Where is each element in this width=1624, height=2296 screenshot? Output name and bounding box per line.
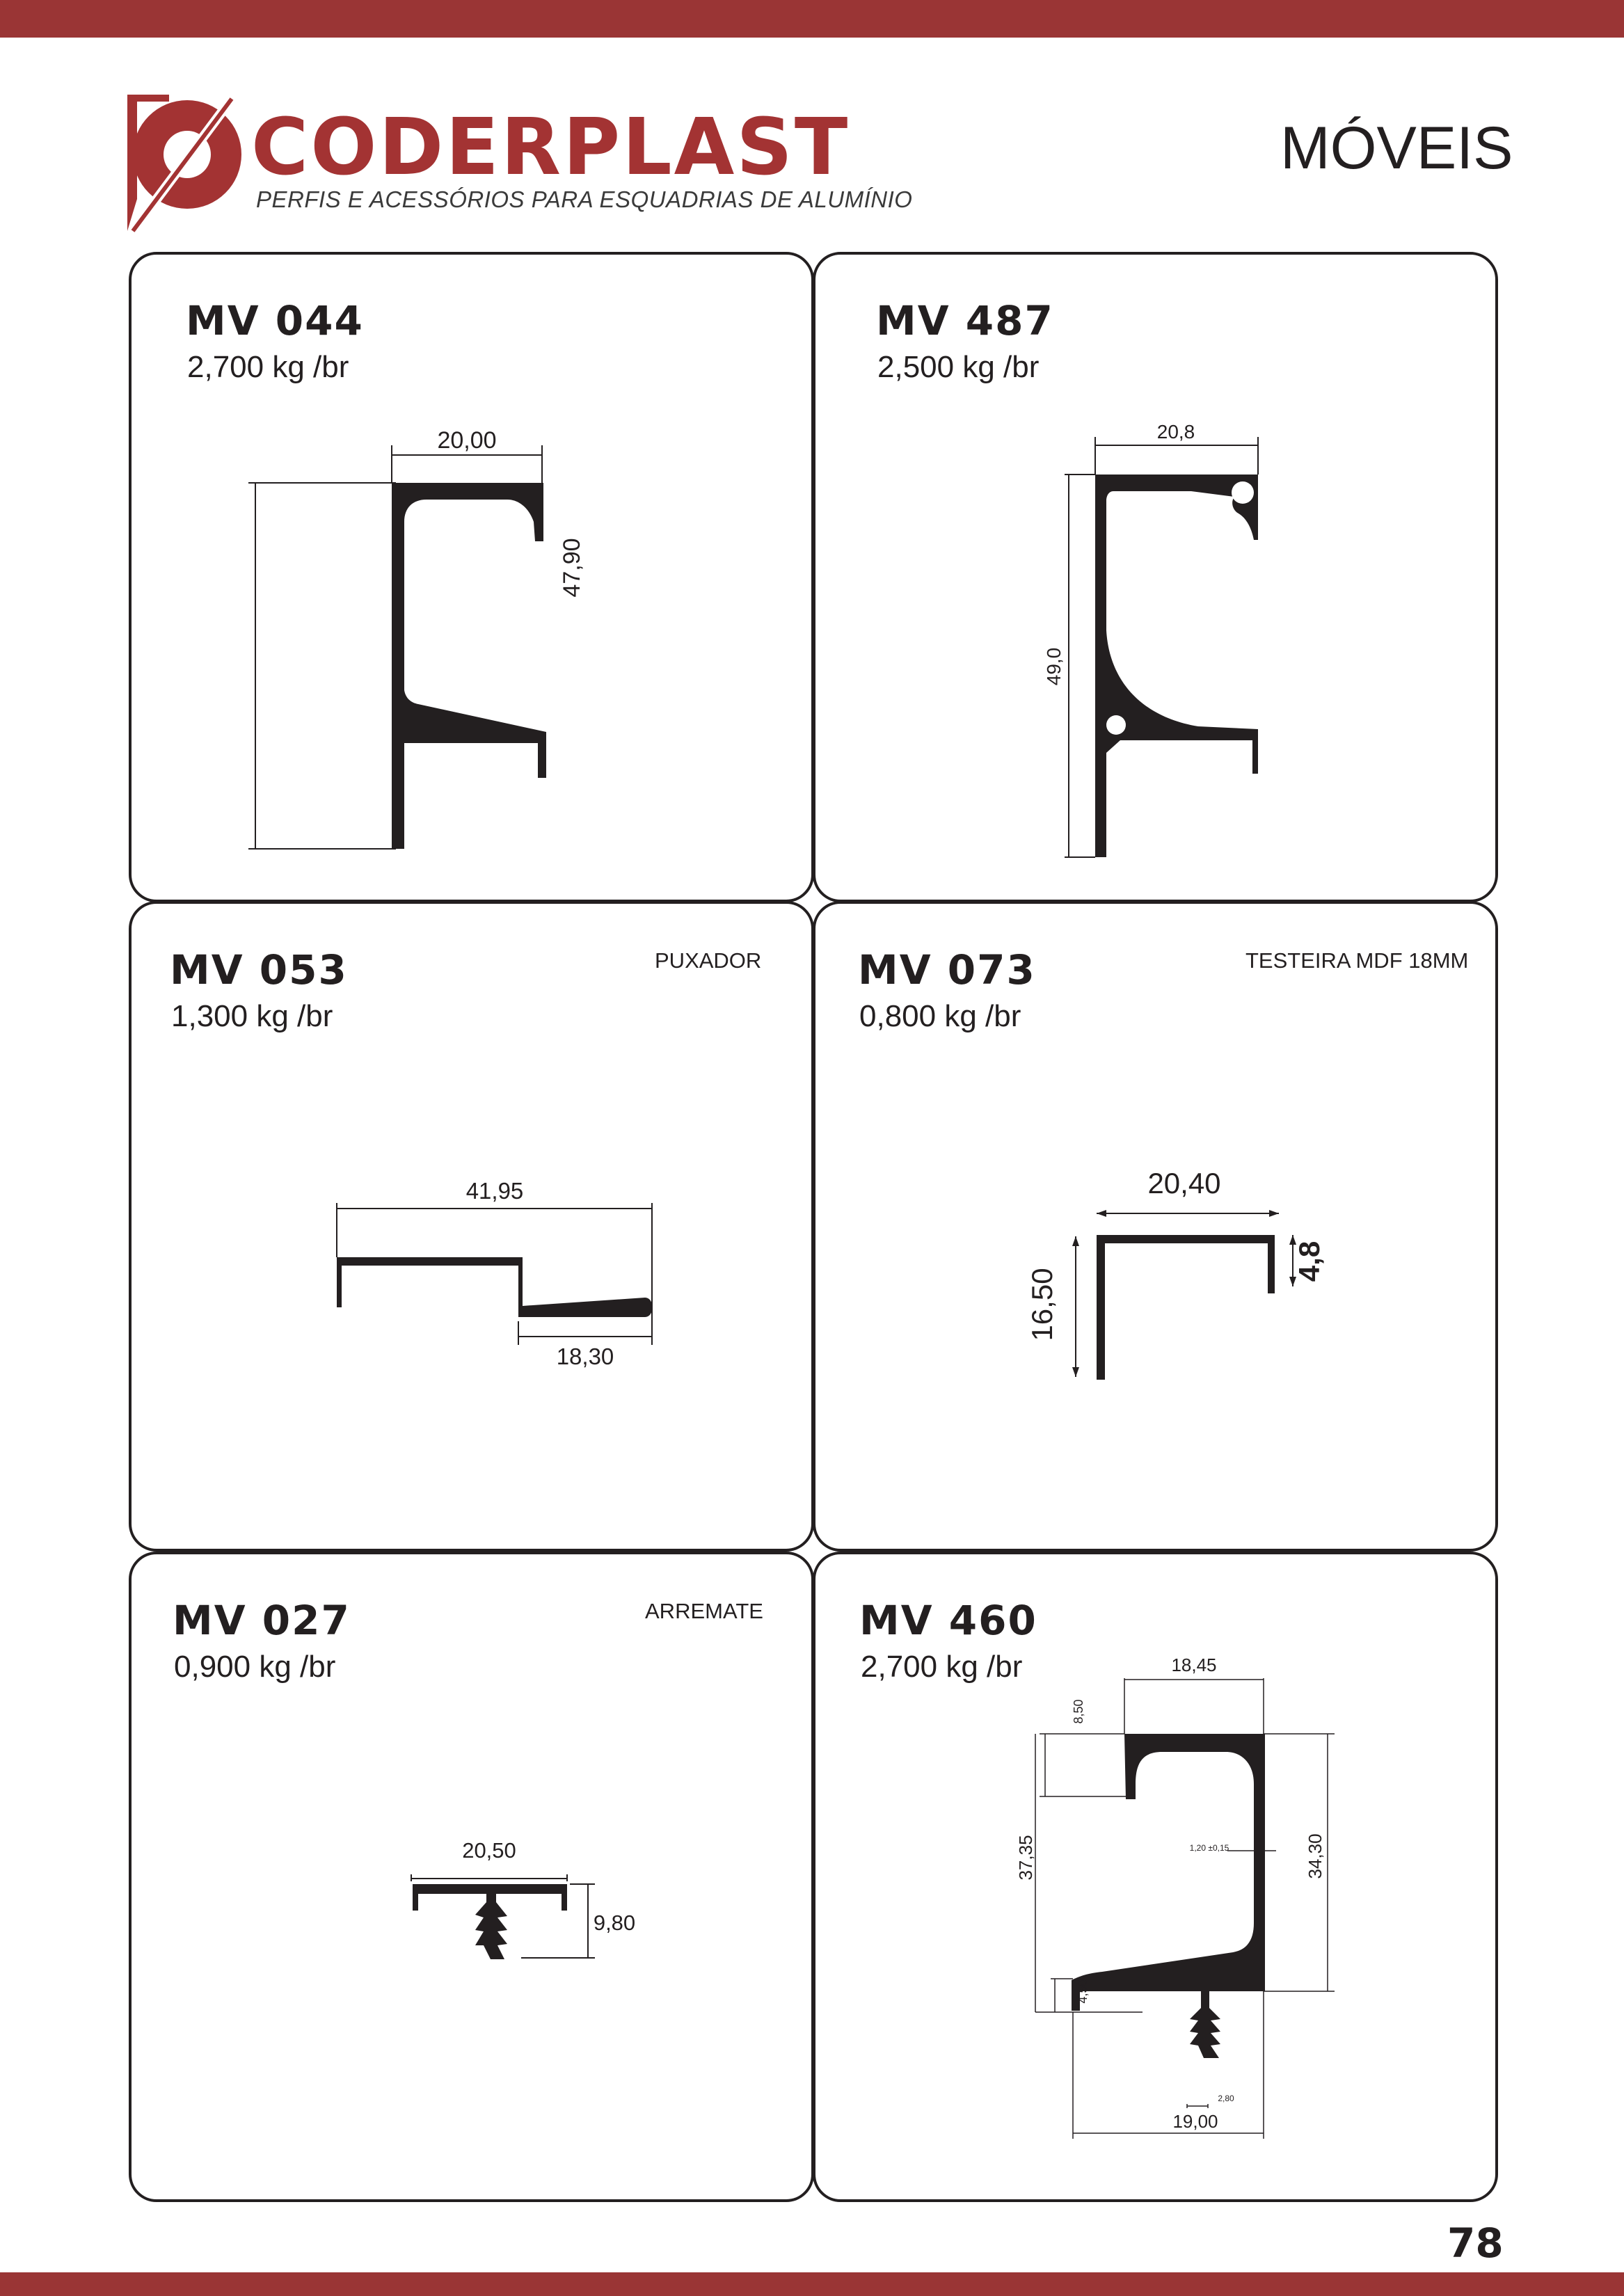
dim-width: 20,8: [1156, 421, 1195, 443]
profile-drawing-mv-487: [815, 255, 1501, 905]
product-weight: 2,500 kg /br: [877, 350, 1040, 384]
dim-foot: 4,50: [1076, 1979, 1090, 2004]
product-note: PUXADOR: [655, 948, 762, 973]
product-weight: 2,700 kg /br: [187, 350, 349, 384]
dim-height: 47,90: [559, 538, 585, 598]
product-weight: 1,300 kg /br: [171, 999, 333, 1033]
dim-height: 9,80: [593, 1911, 636, 1935]
dim-width: 20,50: [462, 1838, 516, 1863]
dim-top: 18,45: [1171, 1655, 1217, 1675]
dim-lip: 8,50: [1072, 1699, 1085, 1724]
dim-sub: 18,30: [556, 1344, 614, 1369]
product-card-mv-460: [813, 1552, 1498, 2202]
dim-height: 16,50: [1026, 1268, 1058, 1341]
product-note: ARREMATE: [645, 1599, 763, 1623]
dim-width: 41,95: [465, 1178, 524, 1204]
product-code: MV 027: [173, 1597, 351, 1644]
product-card-mv-487: [813, 252, 1498, 902]
dim-wall: 1,20 ±0,15: [1189, 1843, 1229, 1853]
brand-tagline: PERFIS E ACESSÓRIOS PARA ESQUADRIAS DE ALUMÍNIO: [256, 186, 913, 212]
product-code: MV 053: [170, 946, 348, 994]
product-card-mv-073: [813, 901, 1498, 1552]
product-weight: 2,700 kg /br: [861, 1650, 1023, 1684]
product-weight: 0,900 kg /br: [174, 1650, 336, 1684]
logo-mark-icon: [127, 95, 246, 234]
product-code: MV 460: [859, 1597, 1037, 1644]
profile-drawing-mv-460: [815, 1554, 1501, 2205]
brand-logo: [127, 95, 913, 234]
page-number: 78: [1447, 2219, 1504, 2267]
dim-tooth: 2,80: [1218, 2094, 1234, 2103]
product-code: MV 044: [186, 297, 364, 344]
dim-height: 37,35: [1015, 1835, 1036, 1881]
section-title: MÓVEIS: [1280, 115, 1513, 182]
product-code: MV 487: [876, 297, 1054, 344]
product-card-mv-027: [129, 1552, 814, 2202]
dim-width: 20,00: [437, 427, 497, 454]
product-card-mv-053: [129, 901, 814, 1552]
dim-height: 49,0: [1043, 647, 1065, 686]
brand-name: CODERPLAST: [251, 102, 850, 193]
dim-width: 20,40: [1147, 1167, 1221, 1199]
bottom-band: [0, 2272, 1624, 2296]
product-code: MV 073: [858, 946, 1036, 994]
profile-drawing-mv-027: [132, 1554, 817, 2205]
top-band: [0, 0, 1624, 38]
profile-drawing-mv-073: [815, 904, 1501, 1554]
profile-drawing-mv-053: [132, 904, 817, 1554]
product-note: TESTEIRA MDF 18MM: [1245, 948, 1469, 973]
dim-inner: 34,30: [1305, 1833, 1326, 1879]
dim-lip: 4,8: [1293, 1241, 1326, 1282]
product-card-mv-044: [129, 252, 814, 902]
profile-drawing-mv-044: [132, 255, 817, 905]
dim-bottom: 19,00: [1172, 2111, 1218, 2132]
product-weight: 0,800 kg /br: [859, 999, 1021, 1033]
